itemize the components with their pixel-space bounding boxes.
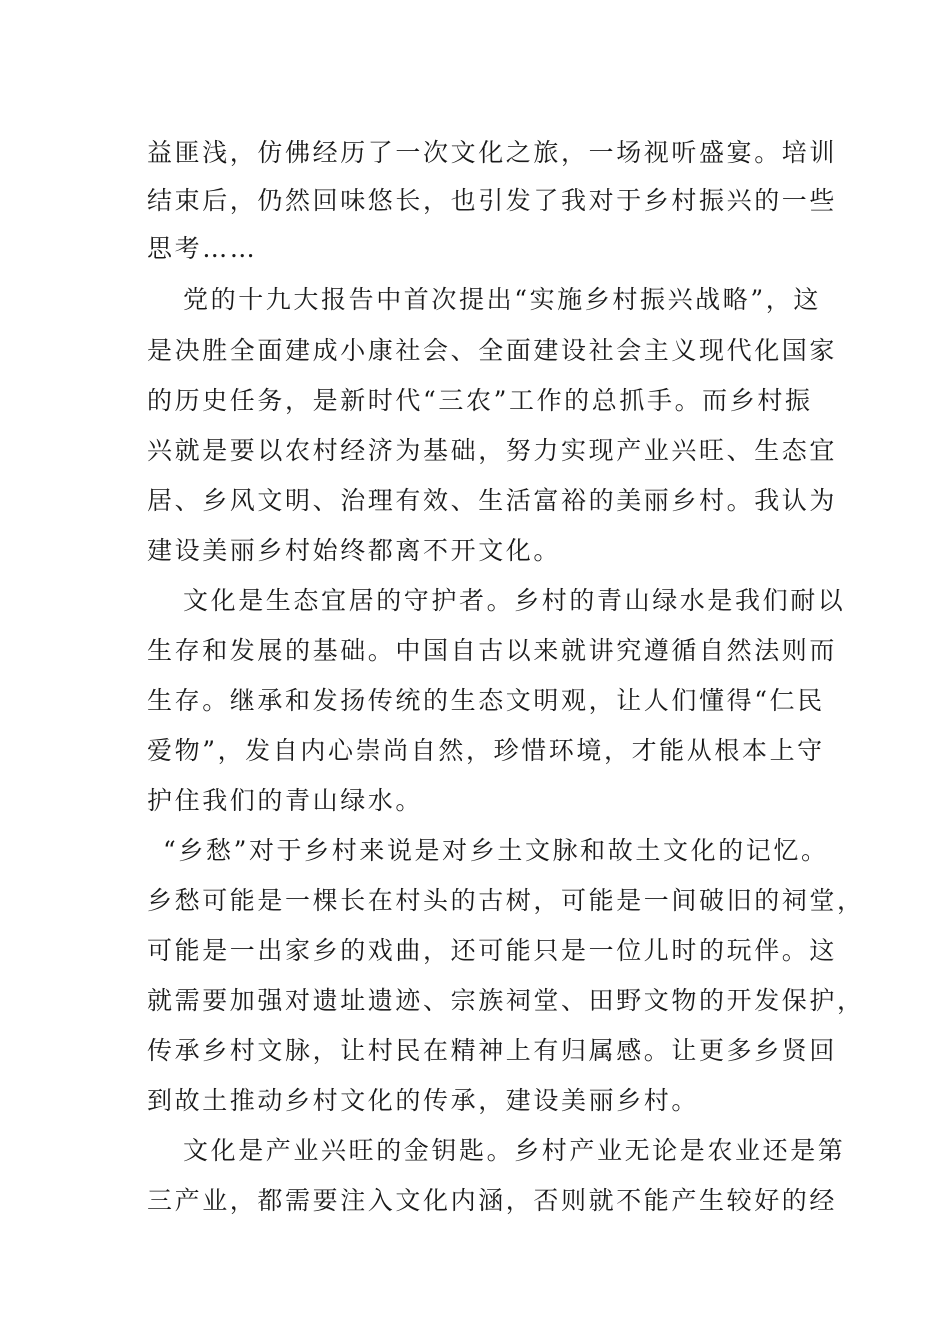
paragraph-first-line: 文化是生态宜居的守护者。乡村的青山绿水是我们耐以: [183, 586, 846, 615]
text-line: 思考……: [147, 234, 258, 263]
text-line: 结束后，仍然回味悠长，也引发了我对于乡村振兴的一些: [147, 186, 838, 215]
paragraph-first-line: 党的十九大报告中首次提出“实施乡村振兴战略”，这: [183, 285, 821, 314]
text-line: 乡愁可能是一棵长在村头的古树，可能是一间破旧的祠堂，: [147, 886, 865, 915]
text-line: 的历史任务，是新时代“三农”工作的总抓手。而乡村振: [147, 386, 813, 415]
text-line: 可能是一出家乡的戏曲，还可能只是一位儿时的玩伴。这: [147, 936, 838, 965]
text-line: 益匪浅，仿佛经历了一次文化之旅，一场视听盛宴。培训: [147, 138, 838, 167]
text-line: 就需要加强对遗址遗迹、宗族祠堂、田野文物的开发保护，: [147, 986, 865, 1015]
text-line: 兴就是要以农村经济为基础，努力实现产业兴旺、生态宜: [147, 436, 838, 465]
text-line: 生存。继承和发扬传统的生态文明观，让人们懂得“仁民: [147, 686, 825, 715]
paragraph-first-line: “乡愁”对于乡村来说是对乡土文脉和故土文化的记忆。: [163, 836, 829, 865]
text-line: 到故土推动乡村文化的传承，建设美丽乡村。: [147, 1086, 700, 1115]
text-line: 爱物”，发自内心崇尚自然，珍惜环境，才能从根本上守: [147, 736, 825, 765]
paragraph-first-line: 文化是产业兴旺的金钥匙。乡村产业无论是农业还是第: [183, 1136, 846, 1165]
text-line: 三产业，都需要注入文化内涵，否则就不能产生较好的经: [147, 1186, 838, 1215]
text-line: 传承乡村文脉，让村民在精神上有归属感。让更多乡贤回: [147, 1036, 838, 1065]
text-line: 居、乡风文明、治理有效、生活富裕的美丽乡村。我认为: [147, 486, 838, 515]
text-line: 建设美丽乡村始终都离不开文化。: [147, 536, 562, 565]
text-line: 生存和发展的基础。中国自古以来就讲究遵循自然法则而: [147, 636, 838, 665]
text-line: 护住我们的青山绿水。: [147, 786, 424, 815]
text-line: 是决胜全面建成小康社会、全面建设社会主义现代化国家: [147, 336, 838, 365]
